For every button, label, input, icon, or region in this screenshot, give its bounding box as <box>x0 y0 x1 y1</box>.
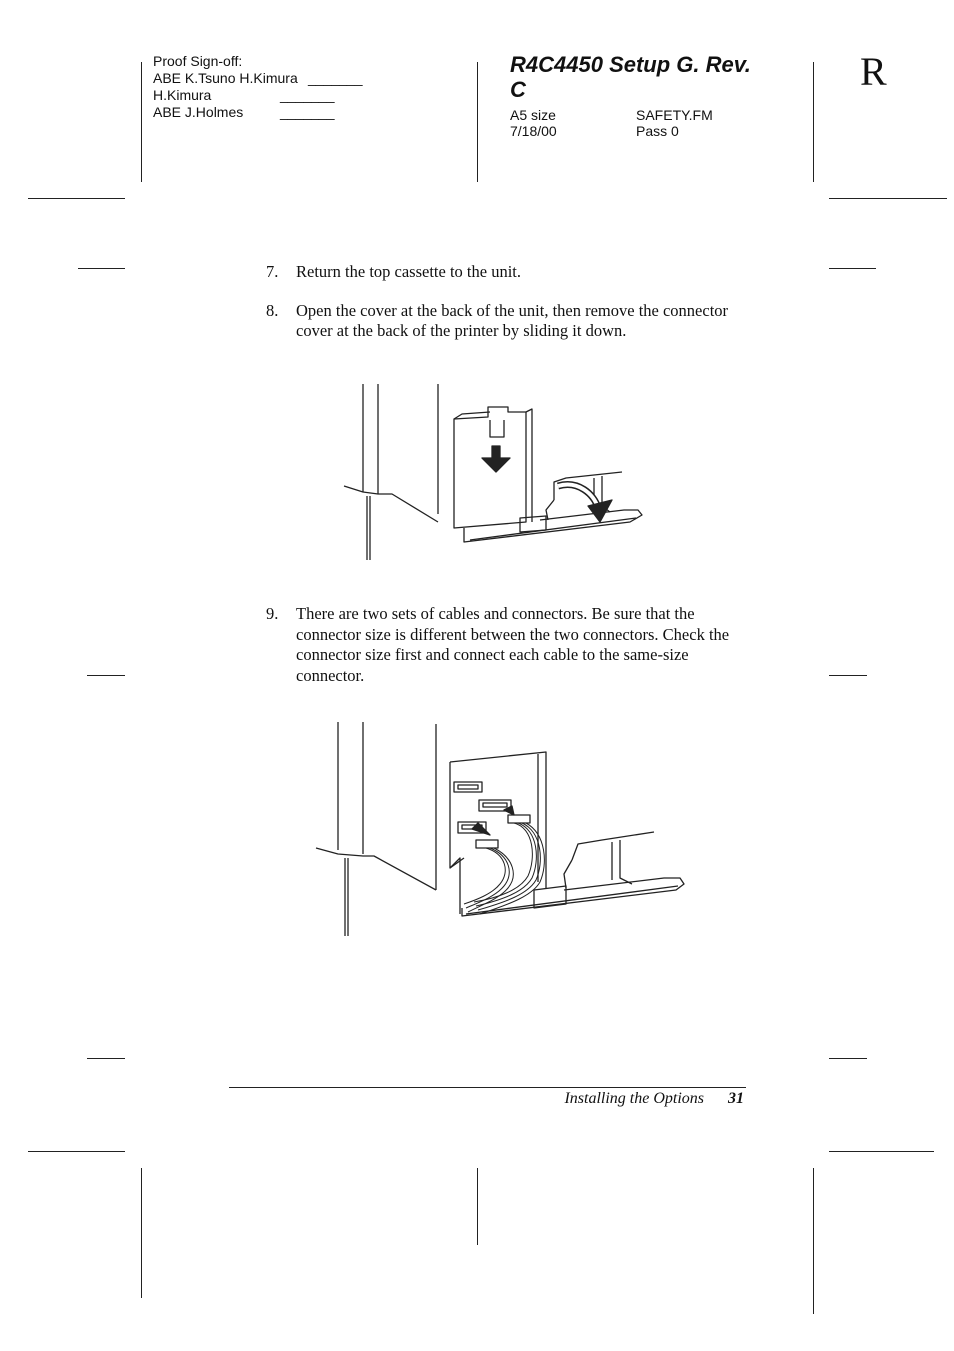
step-number: 7. <box>266 262 279 281</box>
step-number: 9. <box>266 604 279 623</box>
proof-row <box>153 104 335 121</box>
proof-signoff <box>153 53 363 121</box>
cable-connector-illustration <box>314 718 684 938</box>
step-item <box>266 262 756 283</box>
page-number: 31 <box>728 1090 744 1107</box>
connector-cover-illustration <box>340 382 640 562</box>
crop-mark <box>87 1058 125 1059</box>
proof-blank: _______ <box>308 70 363 86</box>
crop-mark <box>477 1168 478 1245</box>
footer-section: Installing the Options <box>564 1090 704 1107</box>
proof-row <box>153 87 335 104</box>
doc-size: A5 size <box>510 107 556 123</box>
step-text: There are two sets of cables and connectors. Be sure that the connector size is different between the two connectors. Check the connector size first and connect each cable to the same-size connector. <box>296 604 730 685</box>
proof-label: H.Kimura <box>153 87 212 103</box>
crop-mark <box>813 62 814 182</box>
doc-title: R4C4450 Setup G. Rev. C <box>510 52 751 102</box>
step-list <box>266 262 756 342</box>
doc-date: 7/18/00 <box>510 123 557 139</box>
step-text: Open the cover at the back of the unit, then remove the connector cover at the back of the printer by sliding it down. <box>296 300 729 340</box>
step-text: Return the top cassette to the unit. <box>296 262 521 281</box>
crop-mark <box>28 198 125 199</box>
step-list <box>266 604 756 686</box>
crop-mark <box>28 1151 125 1152</box>
proof-row <box>153 70 363 87</box>
proof-blank: _______ <box>280 104 335 120</box>
step-item <box>266 301 756 342</box>
corner-letter: R <box>860 49 887 94</box>
crop-mark <box>829 1058 867 1059</box>
doc-pass: Pass 0 <box>636 123 679 139</box>
crop-mark <box>78 268 125 269</box>
crop-mark <box>141 62 142 182</box>
proof-title: Proof Sign-off: <box>153 53 243 69</box>
proof-label: ABE J.Holmes <box>153 104 244 120</box>
step-item <box>266 604 756 686</box>
step-number: 8. <box>266 300 279 320</box>
doc-file: SAFETY.FM <box>636 107 713 123</box>
crop-mark <box>141 1168 142 1298</box>
crop-mark <box>477 62 478 182</box>
crop-mark <box>813 1168 814 1314</box>
crop-mark <box>829 1151 934 1152</box>
proof-label: ABE K.Tsuno H.Kimura <box>153 70 298 86</box>
crop-mark <box>829 675 867 676</box>
crop-mark <box>829 198 947 199</box>
crop-mark <box>87 675 125 676</box>
crop-mark <box>829 268 876 269</box>
footer-rule <box>229 1087 746 1088</box>
proof-blank: _______ <box>280 87 335 103</box>
